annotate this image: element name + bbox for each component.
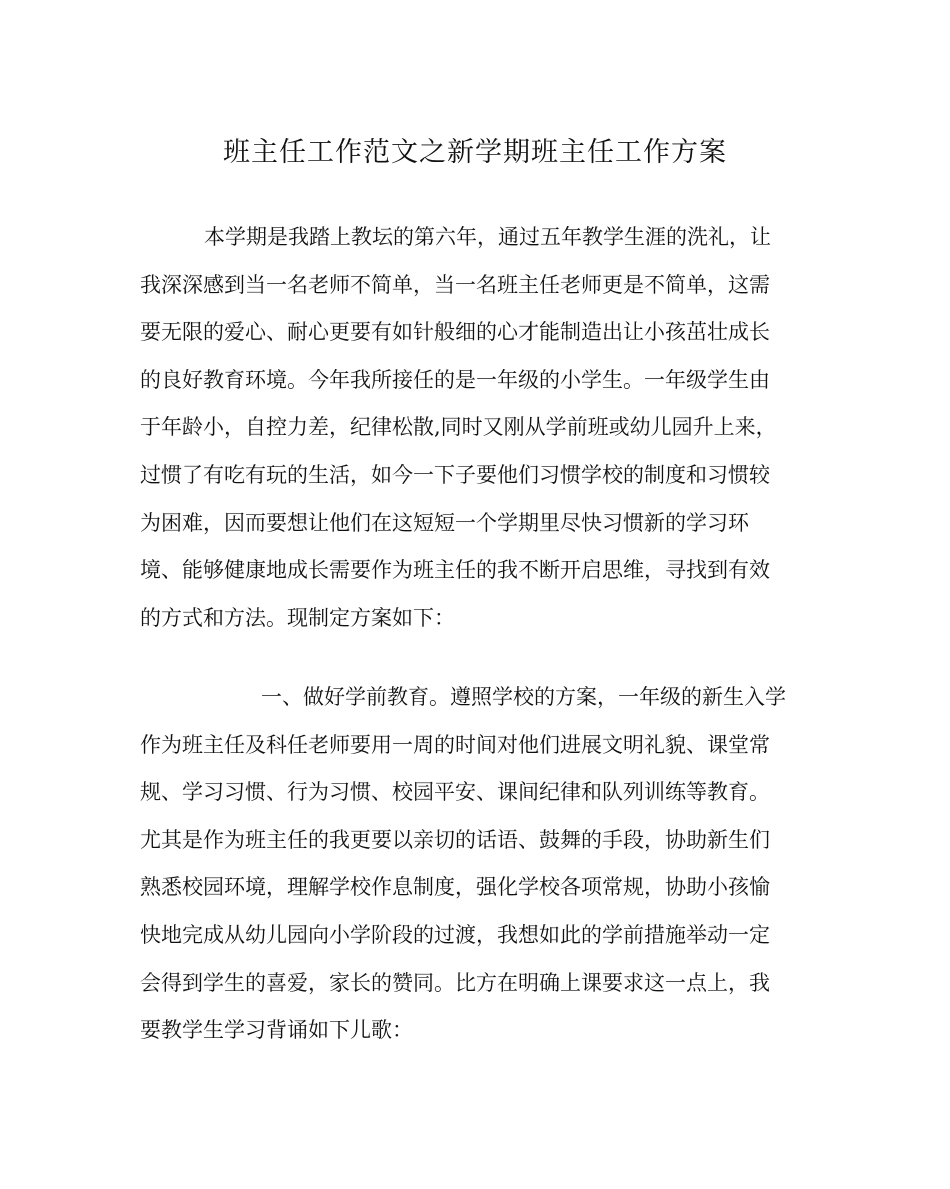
- paragraph-1: [140, 214, 777, 642]
- paragraph-line: 本学期是我踏上教坛的第六年，通过五年教学生涯的洗礼，让: [204, 225, 771, 249]
- document-title: 班主任工作范文之新学期班主任工作方案: [223, 137, 727, 168]
- paragraph-line: 为困难，因而要想让他们在这短短一个学期里尽快习惯新的学习环: [140, 510, 749, 535]
- paragraph-line: 一、做好学前教育。遵照学校的方案，一年级的新生入学: [261, 685, 786, 709]
- paragraph-line: 的良好教育环境。今年我所接任的是一年级的小学生。一年级学生由: [140, 367, 770, 392]
- paragraph-line: 作为班主任及科任老师要用一周的时间对他们进展文明礼貌、课堂常: [140, 732, 770, 757]
- paragraph-line: 规、学习习惯、行为习惯、校园平安、课间纪律和队列训练等教育。: [140, 780, 770, 805]
- paragraph-line: 会得到学生的喜爱，家长的赞同。比方在明确上课要求这一点上，我: [140, 970, 770, 995]
- paragraph-line: 我深深感到当一名老师不简单，当一名班主任老师更是不简单，这需: [140, 272, 770, 297]
- paragraph-line: 快地完成从幼儿园向小学阶段的过渡，我想如此的学前措施举动一定: [140, 922, 770, 947]
- paragraph-line: 尤其是作为班主任的我更要以亲切的话语、鼓舞的手段，协助新生们: [140, 827, 770, 852]
- paragraph-line: 过惯了有吃有玩的生活，如今一下子要他们习惯学校的制度和习惯较: [140, 462, 770, 487]
- paragraph-line: 要教学生学习背诵如下儿歌：: [140, 1018, 413, 1043]
- paragraph-line: 熟悉校园环境，理解学校作息制度，强化学校各项常规，协助小孩愉: [140, 875, 770, 900]
- paragraph-line: 的方式和方法。现制定方案如下：: [140, 605, 455, 630]
- paragraph-line: 境、能够健康地成长需要作为班主任的我不断开启思维，寻找到有效: [140, 558, 770, 583]
- paragraph-line: 于年龄小，自控力差，纪律松散,同时又刚从学前班或幼儿园升上来，: [140, 415, 777, 440]
- paragraph-line: 要无限的爱心、耐心更要有如针般细的心才能制造出让小孩茁壮成长: [140, 320, 770, 345]
- paragraph-2: [140, 674, 786, 1055]
